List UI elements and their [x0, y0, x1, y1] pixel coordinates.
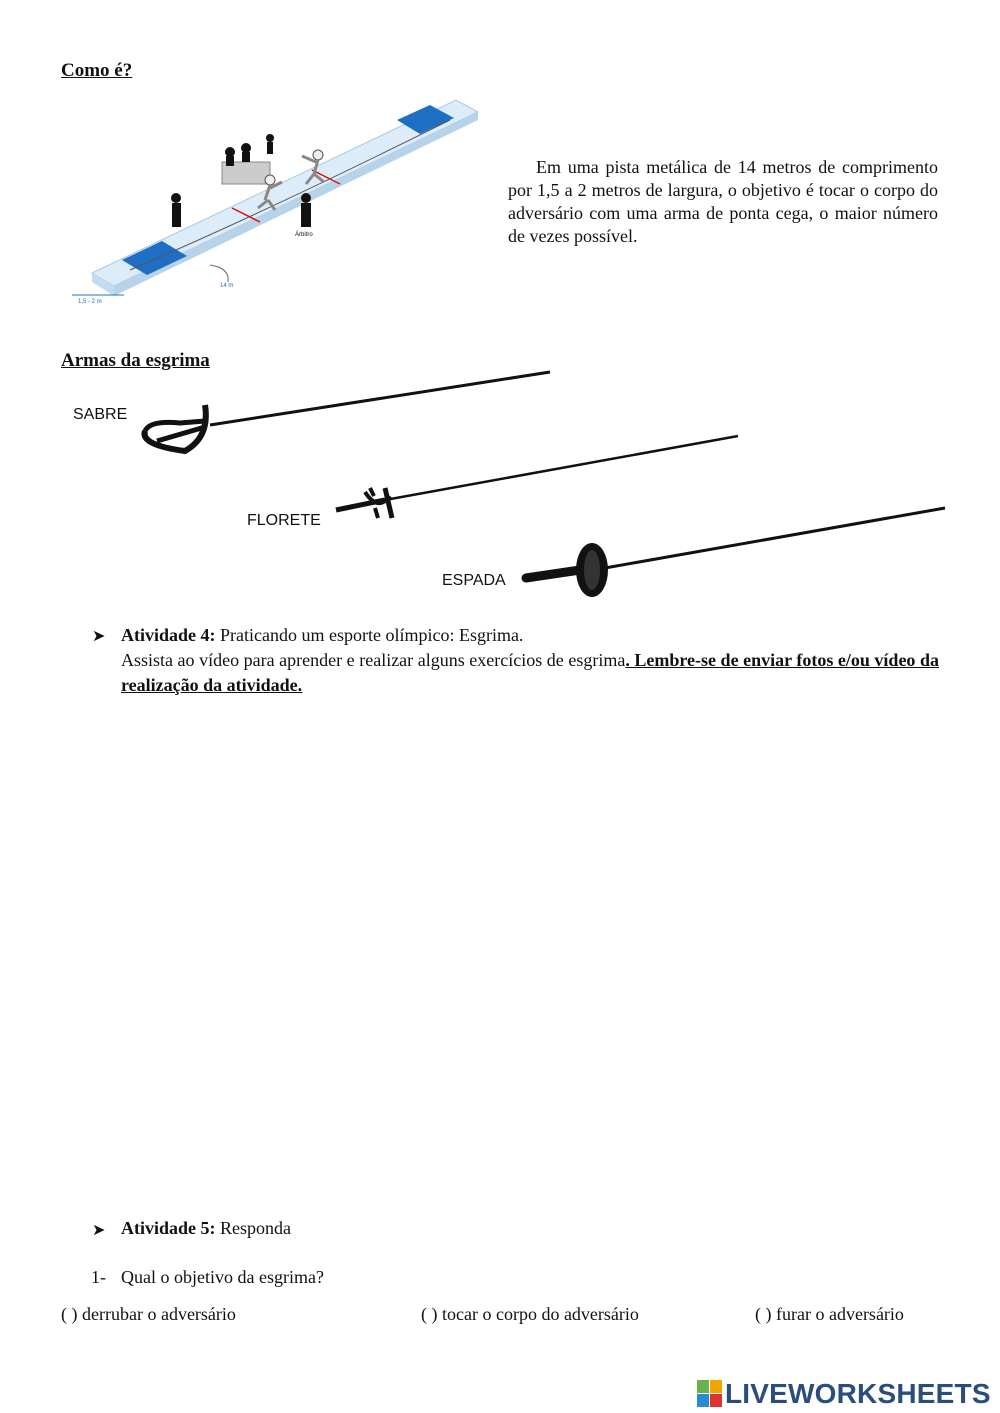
section-heading-armas: Armas da esgrima: [61, 350, 210, 371]
option-furar[interactable]: ( ) furar o adversário: [755, 1304, 904, 1324]
question-text: Qual o objetivo da esgrima?: [121, 1267, 324, 1287]
question-number: 1-: [91, 1267, 106, 1287]
option-derrubar[interactable]: ( ) derrubar o adversário: [61, 1304, 236, 1324]
weapon-label-florete: FLORETE: [247, 512, 321, 529]
bullet-arrow-icon: ➤: [92, 628, 106, 645]
section-heading-como-e: Como é?: [61, 60, 133, 81]
option-tocar[interactable]: ( ) tocar o corpo do adversário: [421, 1304, 639, 1324]
weapon-label-espada: ESPADA: [442, 572, 506, 589]
activity-4-highlight: . Lembre-se de enviar fotos e/ou vídeo da realização da atividade.: [121, 650, 939, 695]
bullet-arrow-icon: ➤: [92, 1222, 106, 1239]
referee-label: Árbitro: [295, 232, 313, 238]
espada-illustration: [520, 500, 950, 605]
activity-4-block: [121, 623, 939, 698]
fencing-piste-diagram: [70, 90, 490, 315]
activity-5-subtitle: Responda: [220, 1218, 291, 1238]
liveworksheets-logo: [697, 1378, 991, 1410]
activity-5-title: Atividade 5:: [121, 1218, 216, 1238]
weapon-label-sabre: SABRE: [73, 406, 128, 423]
length-label: 14 m: [220, 283, 234, 289]
liveworksheets-badge-icon: [697, 1380, 723, 1408]
activity-4-title: Atividade 4:: [121, 625, 216, 645]
liveworksheets-logo-text: LIVEWORKSHEETS: [725, 1378, 991, 1409]
width-label: 1,5 - 2 m: [78, 299, 102, 305]
activity-4-subtitle: Praticando um esporte olímpico: Esgrima.: [220, 625, 524, 645]
piste-description: Em uma pista metálica de 14 metros de comprimento por 1,5 a 2 metros de largura, o objetivo é tocar o corpo do adversário com uma arma de ponta cega, o maior número de vezes possível.: [508, 157, 938, 246]
activity-4-text: Assista ao vídeo para aprender e realizar alguns exercícios de esgrima: [121, 650, 626, 670]
activity-5-block: [121, 1216, 291, 1241]
